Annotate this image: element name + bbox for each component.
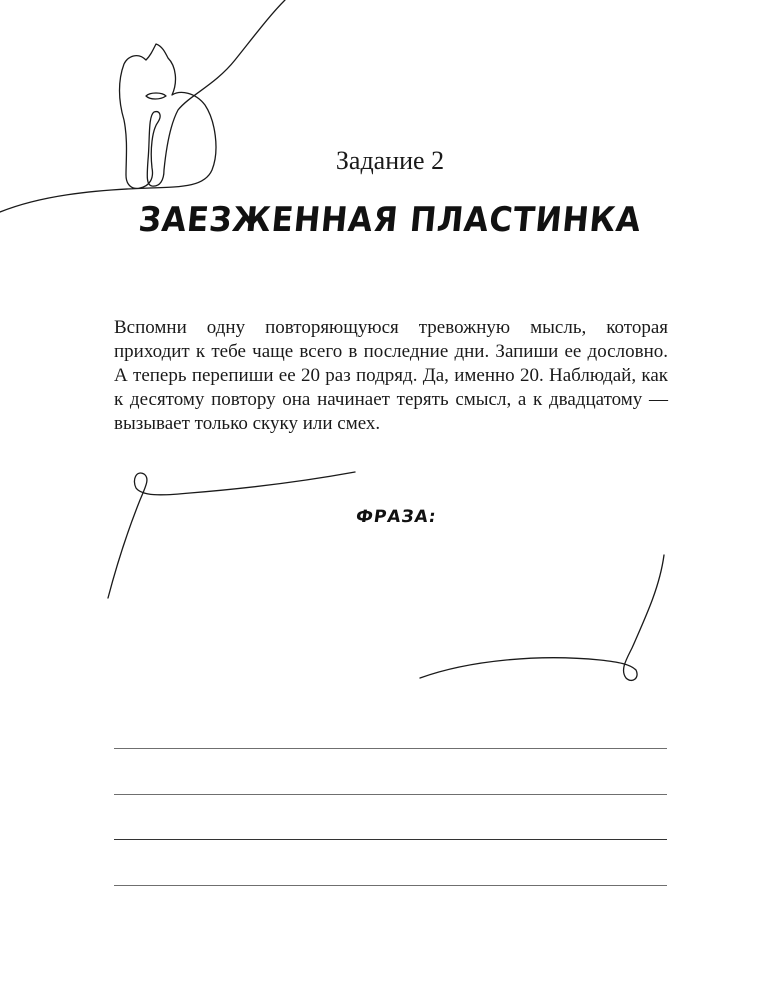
task-number: Задание 2	[335, 146, 445, 175]
writing-line[interactable]	[114, 748, 667, 749]
instructions-paragraph: Вспомни одну повторяющуюся тревожную мысль, которая приходит к тебе чаще всего в последние дни. Запиши ее дословно. А теперь перепиши ее 20 раз подряд. Да, именно 20. Наблюдай, как к десятому повтору она начинает терять смысл, а к двадцатому — вызывает только скуку или смех.	[114, 317, 668, 434]
phrase-label: ФРАЗА:	[354, 507, 438, 527]
writing-line[interactable]	[114, 794, 667, 795]
swirl-lower-right	[420, 555, 664, 680]
cat-chest-loop	[146, 93, 166, 99]
task-heading: ЗАЕЗЖЕННАЯ ПЛАСТИНКА	[136, 200, 644, 240]
swirl-upper-left	[108, 472, 355, 598]
writing-line[interactable]	[114, 885, 667, 886]
writing-line[interactable]	[114, 839, 667, 840]
cat-line-art-icon	[0, 0, 285, 212]
